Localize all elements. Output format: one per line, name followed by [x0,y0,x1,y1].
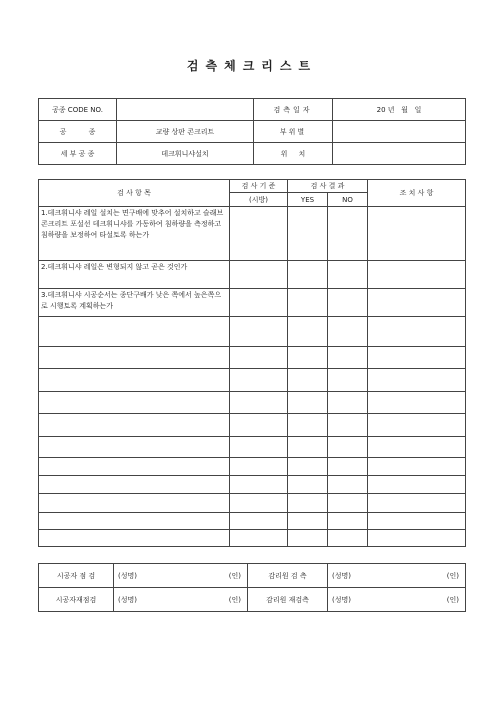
part-value [333,121,466,143]
no-cell [328,261,368,289]
action-cell [368,207,466,261]
code-label: 공종 CODE NO. [39,99,117,121]
name-label: (성명) [332,571,351,580]
page-title: 검측체크리스트 [186,59,318,73]
header-result: 검 사 결 과 [288,180,368,193]
header-standard: 검 사 기 준 [230,180,288,193]
seal-label: (인) [228,595,241,604]
no-cell [328,289,368,317]
supervisor-reinspect-label: 감리원 재검측 [248,588,328,612]
name-label: (성명) [118,571,137,580]
supervisor-reinspect-signature [328,588,466,612]
table-row [39,392,466,414]
supervisor-inspect-label: 감리원 검 측 [248,564,328,588]
yes-cell [288,261,328,289]
seal-label: (인) [446,595,459,604]
check-item-2: 2.데크휘니샤 레일은 변형되지 않고 곧은 것인가 [39,261,230,289]
contractor-inspect-signature [114,564,248,588]
table-row [39,530,466,547]
table-row [39,476,466,494]
work-label: 공 종 [39,121,117,143]
no-cell [328,207,368,261]
action-cell [368,289,466,317]
table-row [39,513,466,530]
standard-cell [230,261,288,289]
table-row [39,289,466,317]
seal-label: (인) [446,571,459,580]
name-label: (성명) [332,595,351,604]
header-standard-sub: (시방) [230,193,288,207]
check-item-1: 1.데크휘니샤 레일 설치는 면구배에 맞추어 설치하고 슬래브콘크리트 포설선 데크휘니샤를 가동하여 침하량을 측정하고 침하량을 보정하여 타설토록 하는가 [39,207,230,261]
yes-cell [288,289,328,317]
signature-table [38,563,466,612]
yes-cell [288,207,328,261]
part-label: 부위별 [254,121,333,143]
check-item-3: 3.데크휘니샤 시공순서는 종단구배가 낮은 쪽에서 높은쪽으로 시행토록 계획하는가 [39,289,230,317]
table-row [39,414,466,437]
table-row [39,369,466,392]
action-cell [368,261,466,289]
contractor-inspect-label: 시공자 점 검 [39,564,114,588]
seal-label: (인) [228,571,241,580]
standard-cell [230,207,288,261]
header-no: NO [328,193,368,207]
location-value [333,143,466,165]
info-table [38,98,466,165]
detail-label: 세 부 공 종 [39,143,117,165]
location-label: 위 치 [254,143,333,165]
detail-value: 데크휘니샤설치 [117,143,254,165]
table-row [39,347,466,369]
contractor-reinspect-signature [114,588,248,612]
table-row [39,207,466,261]
date-label: 검측일자 [254,99,333,121]
table-row [39,261,466,289]
table-row [39,494,466,513]
standard-cell [230,289,288,317]
name-label: (성명) [118,595,137,604]
contractor-reinspect-label: 시공자재점검 [39,588,114,612]
code-value [117,99,254,121]
table-row [39,437,466,458]
work-value: 교량 상판 콘크리트 [117,121,254,143]
supervisor-inspect-signature [328,564,466,588]
table-row [39,458,466,476]
table-row [39,317,466,347]
header-item: 검 사 항 목 [39,180,230,207]
header-yes: YES [288,193,328,207]
date-value: 20 년 월 일 [333,99,466,121]
header-action: 조 치 사 항 [368,180,466,207]
checklist-table [38,179,466,547]
